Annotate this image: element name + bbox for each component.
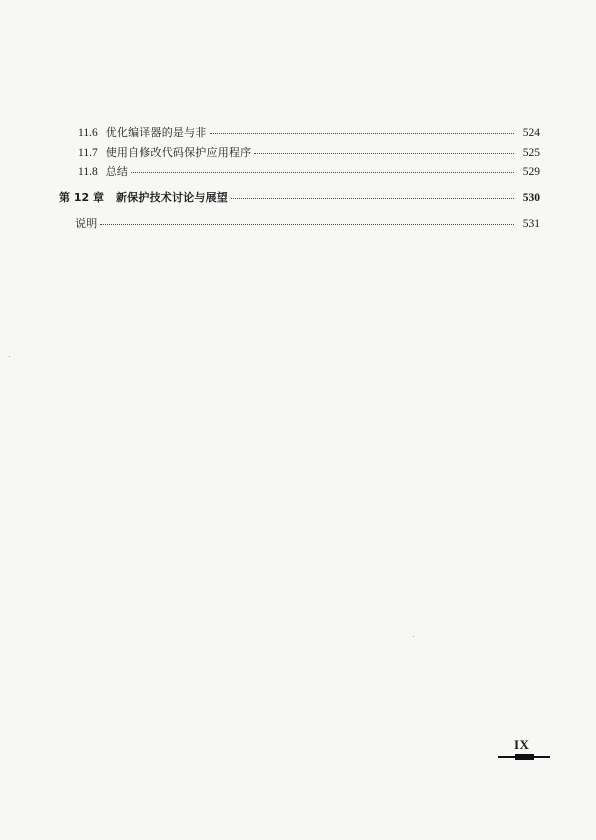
toc-entry-11-6 bbox=[78, 124, 540, 142]
toc-entry-title: 使用自修改代码保护应用程序 bbox=[105, 146, 252, 159]
toc-dot-leader bbox=[210, 132, 514, 134]
toc-entry-title: 总结 bbox=[105, 165, 129, 178]
page-footer bbox=[498, 737, 550, 769]
page-number: IX bbox=[514, 737, 530, 752]
toc-entry-title: 说明 bbox=[75, 217, 98, 230]
toc-entry-page: 530 bbox=[522, 192, 540, 204]
toc-entry-title: 优化编译器的是与非 bbox=[105, 126, 207, 139]
toc-dot-leader bbox=[131, 171, 514, 173]
toc-entry-page: 531 bbox=[522, 218, 540, 230]
toc-entry-page: 529 bbox=[522, 166, 540, 178]
toc-entry-page: 525 bbox=[522, 147, 540, 159]
toc-chapter-number: 第 12 章 bbox=[59, 191, 104, 204]
toc-entry-number: 11.7 bbox=[78, 147, 98, 159]
toc-entry-number: 11.6 bbox=[78, 127, 98, 139]
scan-speck bbox=[413, 636, 414, 637]
toc-entry-notes bbox=[75, 215, 540, 233]
toc-entry-11-8 bbox=[78, 163, 540, 181]
toc-dot-leader bbox=[231, 197, 514, 199]
toc-chapter-title: 新保护技术讨论与展望 bbox=[115, 191, 228, 204]
toc-entry-11-7 bbox=[78, 144, 540, 162]
toc-entry-chapter-12 bbox=[59, 189, 540, 207]
toc-entry-page: 524 bbox=[522, 127, 540, 139]
toc-dot-leader bbox=[254, 152, 514, 154]
page-number-rule-accent bbox=[515, 754, 534, 760]
toc-entry-number: 11.8 bbox=[78, 166, 98, 178]
toc-dot-leader bbox=[100, 223, 514, 225]
scan-speck bbox=[9, 356, 10, 357]
